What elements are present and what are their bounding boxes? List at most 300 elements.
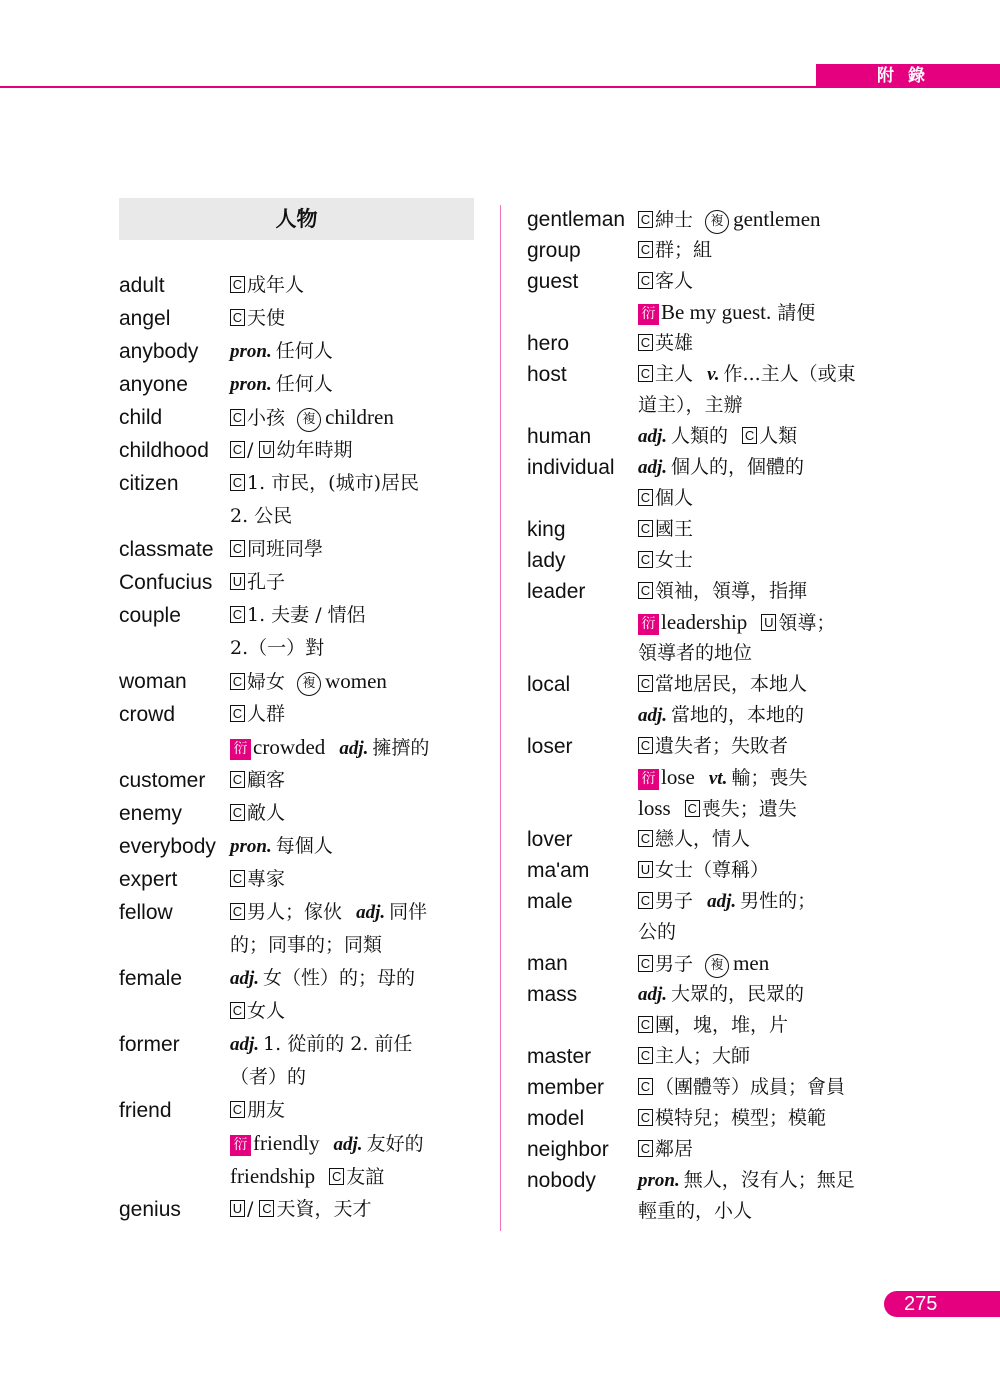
vocab-word: lady [527,549,566,572]
definition-line [638,483,927,514]
vocab-entry [527,669,927,731]
derivative-marker: 衍 [638,769,659,790]
countability-badge: C [638,1078,653,1095]
definition-line [230,500,479,533]
definition-line [230,599,479,632]
countability-badge: C [638,1047,653,1064]
vocab-definition [230,1193,479,1226]
definition-line [638,390,927,421]
countability-badge: C [230,276,245,293]
definition-line [230,1160,479,1193]
vocab-entry [527,514,927,545]
chinese-meaning: 婦女 [247,671,286,693]
vocab-definition [230,1094,479,1193]
countability-badge: C [230,409,245,426]
vocab-definition [638,1041,927,1072]
definition-line [230,632,479,665]
vocab-word: loser [527,735,573,758]
vocab-definition [230,368,479,401]
vocab-word: anybody [119,340,199,363]
vocab-entry [119,335,479,368]
vocab-word: angel [119,307,171,330]
vocab-entry [119,434,479,467]
definition-line [230,269,479,302]
plural-marker: 複 [297,672,321,696]
chinese-meaning: / [247,1198,254,1220]
vocab-word: customer [119,769,206,792]
definition-line [230,863,479,896]
vocab-entry [119,896,479,962]
chinese-meaning: 主人；大師 [655,1045,751,1067]
vocab-definition [638,266,927,328]
vocab-entry [527,328,927,359]
chinese-meaning: 英雄 [655,332,694,354]
countability-badge: C [638,892,653,909]
chinese-meaning: 同伴 [389,901,428,923]
chinese-meaning: 鄰居 [655,1138,694,1160]
chinese-meaning: 客人 [655,270,694,292]
vocab-entry [119,401,479,434]
chinese-meaning: 喪失；遺失 [701,798,797,820]
definition-line [638,1103,927,1134]
english-form: children [325,405,394,429]
vocab-definition [230,764,479,797]
chinese-meaning: 同班同學 [247,538,324,560]
definition-line [230,566,479,599]
chinese-meaning: 女士 [655,549,694,571]
section-title: 人物 [119,198,474,240]
countability-badge: C [638,551,653,568]
chinese-meaning: 的；同事的；同類 [230,934,383,956]
chinese-meaning: 天使 [247,307,286,329]
definition-line [230,665,479,698]
chinese-meaning: 個人 [655,487,694,509]
countability-badge: C [259,1200,274,1217]
derivative-marker: 衍 [230,1135,251,1156]
chinese-meaning: 男性的； [740,890,817,912]
definition-line [638,576,927,607]
vocab-definition [638,514,927,545]
definition-line [230,929,479,962]
chinese-meaning: 大眾的，民眾的 [671,983,805,1005]
definition-line [638,1041,927,1072]
column-divider [500,205,501,1231]
chinese-meaning: 擁擠的 [372,737,430,759]
definition-line [638,235,927,266]
chinese-meaning: 男子 [655,890,694,912]
vocab-entry [119,302,479,335]
countability-badge: C [638,272,653,289]
chinese-meaning: 領導； [778,612,836,634]
chinese-meaning: 朋友 [247,1099,286,1121]
chinese-meaning: 1. 從前的 2. 前任 [263,1033,413,1055]
definition-line [230,1193,479,1226]
vocab-entry [527,1103,927,1134]
vocab-word: lover [527,828,573,851]
countability-badge: C [638,955,653,972]
definition-line [638,1072,927,1103]
vocab-entry [527,421,927,452]
definition-line [230,1061,479,1094]
chinese-meaning: 領袖，領導，指揮 [655,580,808,602]
vocab-entry [527,452,927,514]
chinese-meaning: 每個人 [275,835,333,857]
vocab-word: group [527,239,581,262]
countability-badge: U [230,573,245,590]
countability-badge: C [230,705,245,722]
chinese-meaning: 天資，天才 [276,1198,372,1220]
countability-badge: C [329,1168,344,1185]
vocab-word: woman [119,670,187,693]
countability-badge: C [638,489,653,506]
definition-line [638,638,927,669]
vocab-word: anyone [119,373,188,396]
vocab-definition [638,1134,927,1165]
vocab-entry [119,467,479,533]
countability-badge: C [638,520,653,537]
vocab-entry [527,1134,927,1165]
vocab-word: guest [527,270,579,293]
vocab-entry [527,948,927,979]
vocab-entry [119,797,479,830]
vocab-word: childhood [119,439,209,462]
part-of-speech: adj. [638,705,668,726]
countability-badge: C [230,1101,245,1118]
vocab-definition [638,886,927,948]
countability-badge: C [230,1002,245,1019]
vocab-word: neighbor [527,1138,609,1161]
part-of-speech: adj. [333,1134,363,1155]
vocab-definition [230,566,479,599]
part-of-speech: v. [707,364,720,385]
vocab-word: couple [119,604,181,627]
chinese-meaning: 群；組 [655,239,713,261]
vocab-word: gentleman [527,208,626,231]
vocab-definition [230,1028,479,1094]
vocab-entry [119,830,479,863]
english-form: friendship [230,1164,316,1188]
definition-line [638,545,927,576]
chinese-meaning: 小孩 [247,407,286,429]
chinese-meaning: 道主），主辦 [638,394,743,416]
vocab-entry [527,886,927,948]
vocab-definition [230,269,479,302]
vocab-word: human [527,425,592,448]
chinese-meaning: 任何人 [275,373,333,395]
chinese-meaning: 成年人 [247,274,305,296]
vocab-entry [119,368,479,401]
chinese-meaning: 紳士 [655,209,694,231]
vocab-definition [230,665,479,698]
vocab-definition [638,576,927,669]
vocab-definition [638,824,927,855]
countability-badge: C [230,309,245,326]
definition-line [638,1010,927,1041]
countability-badge: C [638,675,653,692]
vocab-entry [527,576,927,669]
chinese-meaning: 敵人 [247,802,286,824]
part-of-speech: vt. [708,768,728,789]
chinese-meaning: 公的 [638,921,677,943]
vocab-definition [230,698,479,764]
part-of-speech: pron. [230,374,272,395]
countability-badge: C [230,474,245,491]
vocab-entry [527,1072,927,1103]
definition-line [638,886,927,917]
chinese-meaning: 個人的，個體的 [671,456,805,478]
english-form: loss [638,796,671,820]
vocab-word: male [527,890,573,913]
part-of-speech: pron. [230,836,272,857]
chinese-meaning: 男子 [655,953,694,975]
vocab-definition [638,1165,927,1227]
vocab-word: child [119,406,163,429]
countability-badge: C [638,365,653,382]
vocab-word: nobody [527,1169,596,1192]
definition-line [638,979,927,1010]
vocab-word: model [527,1107,585,1130]
definition-line [230,995,479,1028]
derivative-marker: 衍 [230,739,251,760]
chinese-meaning: 2. 公民 [230,505,293,527]
vocab-entry [527,235,927,266]
vocab-entry [527,266,927,328]
vocab-word: mass [527,983,578,1006]
page-number: 275 [904,1293,938,1315]
left-column [119,269,479,1226]
vocab-entry [119,599,479,665]
vocab-entry [119,533,479,566]
vocab-definition [230,533,479,566]
vocab-entry [119,269,479,302]
countability-badge: C [230,441,245,458]
vocab-entry [527,204,927,235]
vocab-definition [638,1103,927,1134]
chinese-meaning: 領導者的地位 [638,642,753,664]
vocab-word: man [527,952,568,975]
vocab-definition [230,335,479,368]
english-form: women [325,669,387,693]
chinese-meaning: （者）的 [230,1066,307,1088]
definition-line [230,335,479,368]
page-number-tab [884,1291,1000,1317]
vocab-definition [638,855,927,886]
vocab-definition [638,235,927,266]
vocab-definition [638,359,927,421]
chinese-meaning: 孔子 [247,571,286,593]
vocab-definition [230,434,479,467]
vocab-entry [119,698,479,764]
definition-line [638,917,927,948]
countability-badge: C [638,582,653,599]
definition-line [230,368,479,401]
chinese-meaning: 任何人 [275,340,333,362]
chinese-meaning: 模特兒；模型；模範 [655,1107,827,1129]
english-form: gentlemen [733,207,821,231]
vocab-definition [638,979,927,1041]
vocab-word: everybody [119,835,216,858]
definition-line [638,731,927,762]
definition-line [230,401,479,434]
vocab-word: individual [527,456,615,479]
definition-line [230,731,479,764]
vocab-entry [527,359,927,421]
plural-marker: 複 [297,408,321,432]
vocab-entry [119,1094,479,1193]
definition-line [230,698,479,731]
part-of-speech: pron. [638,1170,680,1191]
english-form: crowded [253,735,326,759]
part-of-speech: adj. [356,902,386,923]
definition-line [638,297,927,328]
countability-badge: C [230,804,245,821]
definition-line [638,700,927,731]
chinese-meaning: 輕重的，小人 [638,1200,753,1222]
countability-badge: C [230,673,245,690]
definition-line [230,302,479,335]
countability-badge: C [230,540,245,557]
vocab-word: fellow [119,901,173,924]
vocab-entry [527,1041,927,1072]
vocab-entry [119,566,479,599]
chinese-meaning: 當地的，本地的 [671,704,805,726]
vocab-word: local [527,673,571,696]
vocab-definition [230,401,479,434]
countability-badge: C [742,427,757,444]
vocab-word: adult [119,274,165,297]
countability-badge: U [638,861,653,878]
definition-line [230,830,479,863]
definition-line [638,948,927,979]
vocab-entry [527,731,927,824]
definition-line [638,1134,927,1165]
chinese-meaning: 幼年時期 [276,439,353,461]
definition-line [638,1165,927,1196]
definition-line [230,764,479,797]
chinese-meaning: 女士（尊稱） [655,859,770,881]
vocab-word: classmate [119,538,214,561]
definition-line [230,1028,479,1061]
plural-marker: 複 [705,954,729,978]
vocab-word: member [527,1076,605,1099]
chinese-meaning: / [247,439,254,461]
vocab-entry [119,863,479,896]
chinese-meaning: 人群 [247,703,286,725]
vocab-word: female [119,967,183,990]
part-of-speech: adj. [638,457,668,478]
vocab-word: host [527,363,567,386]
english-form: friendly [253,1131,320,1155]
definition-line [638,855,927,886]
vocab-entry [119,665,479,698]
definition-line [230,467,479,500]
right-column [527,204,927,1227]
vocab-entry [527,1165,927,1227]
definition-line [230,533,479,566]
chinese-meaning: 戀人，情人 [655,828,751,850]
chinese-meaning: 無人，沒有人；無足 [683,1169,855,1191]
definition-line [638,1196,927,1227]
vocab-entry [119,962,479,1028]
english-form: Be my guest. [661,300,772,324]
chinese-meaning: 輸；喪失 [731,767,808,789]
vocab-definition [230,599,479,665]
chinese-meaning: 人類 [759,425,798,447]
vocab-entry [527,979,927,1041]
definition-line [230,1094,479,1127]
vocab-definition [638,328,927,359]
vocab-entry [119,1193,479,1226]
definition-line [638,204,927,235]
chinese-meaning: 遺失者；失敗者 [655,735,789,757]
countability-badge: C [230,771,245,788]
vocab-definition [638,204,927,235]
chinese-meaning: 當地居民，本地人 [655,673,808,695]
part-of-speech: adj. [638,426,668,447]
definition-line [638,762,927,793]
part-of-speech: adj. [230,968,260,989]
definition-line [638,793,927,824]
countability-badge: C [638,241,653,258]
chinese-meaning: 國王 [655,518,694,540]
vocab-entry [527,855,927,886]
chinese-meaning: 1. 夫妻 / 情侶 [247,604,366,626]
derivative-marker: 衍 [638,614,659,635]
vocab-definition [230,302,479,335]
vocab-definition [638,545,927,576]
chinese-meaning: 專家 [247,868,286,890]
vocab-word: Confucius [119,571,213,594]
derivative-marker: 衍 [638,304,659,325]
part-of-speech: adj. [638,984,668,1005]
chinese-meaning: 友好的 [366,1133,424,1155]
plural-marker: 複 [705,210,729,234]
definition-line [230,962,479,995]
chinese-meaning: 作...主人（或東 [723,363,856,385]
countability-badge: C [638,1109,653,1126]
vocab-word: enemy [119,802,183,825]
vocab-word: expert [119,868,178,891]
definition-line [638,266,927,297]
vocab-definition [638,1072,927,1103]
vocab-word: friend [119,1099,172,1122]
countability-badge: C [685,800,700,817]
chinese-meaning: 友誼 [346,1166,385,1188]
vocab-entry [119,764,479,797]
definition-line [230,797,479,830]
countability-badge: C [230,870,245,887]
chinese-meaning: 女（性）的；母的 [263,967,416,989]
vocab-definition [638,669,927,731]
definition-line [230,1127,479,1160]
vocab-definition [638,421,927,452]
part-of-speech: adj. [707,891,737,912]
chinese-meaning: 請便 [777,302,816,324]
vocab-entry [119,1028,479,1094]
definition-line [638,514,927,545]
definition-line [638,328,927,359]
vocab-word: master [527,1045,592,1068]
vocab-word: ma'am [527,859,590,882]
countability-badge: U [230,1200,245,1217]
vocab-word: former [119,1033,180,1056]
chinese-meaning: 女人 [247,1000,286,1022]
chinese-meaning: 男人；傢伙 [247,901,343,923]
chinese-meaning: 人類的 [671,425,729,447]
countability-badge: C [230,903,245,920]
countability-badge: C [638,1016,653,1033]
definition-line [638,669,927,700]
